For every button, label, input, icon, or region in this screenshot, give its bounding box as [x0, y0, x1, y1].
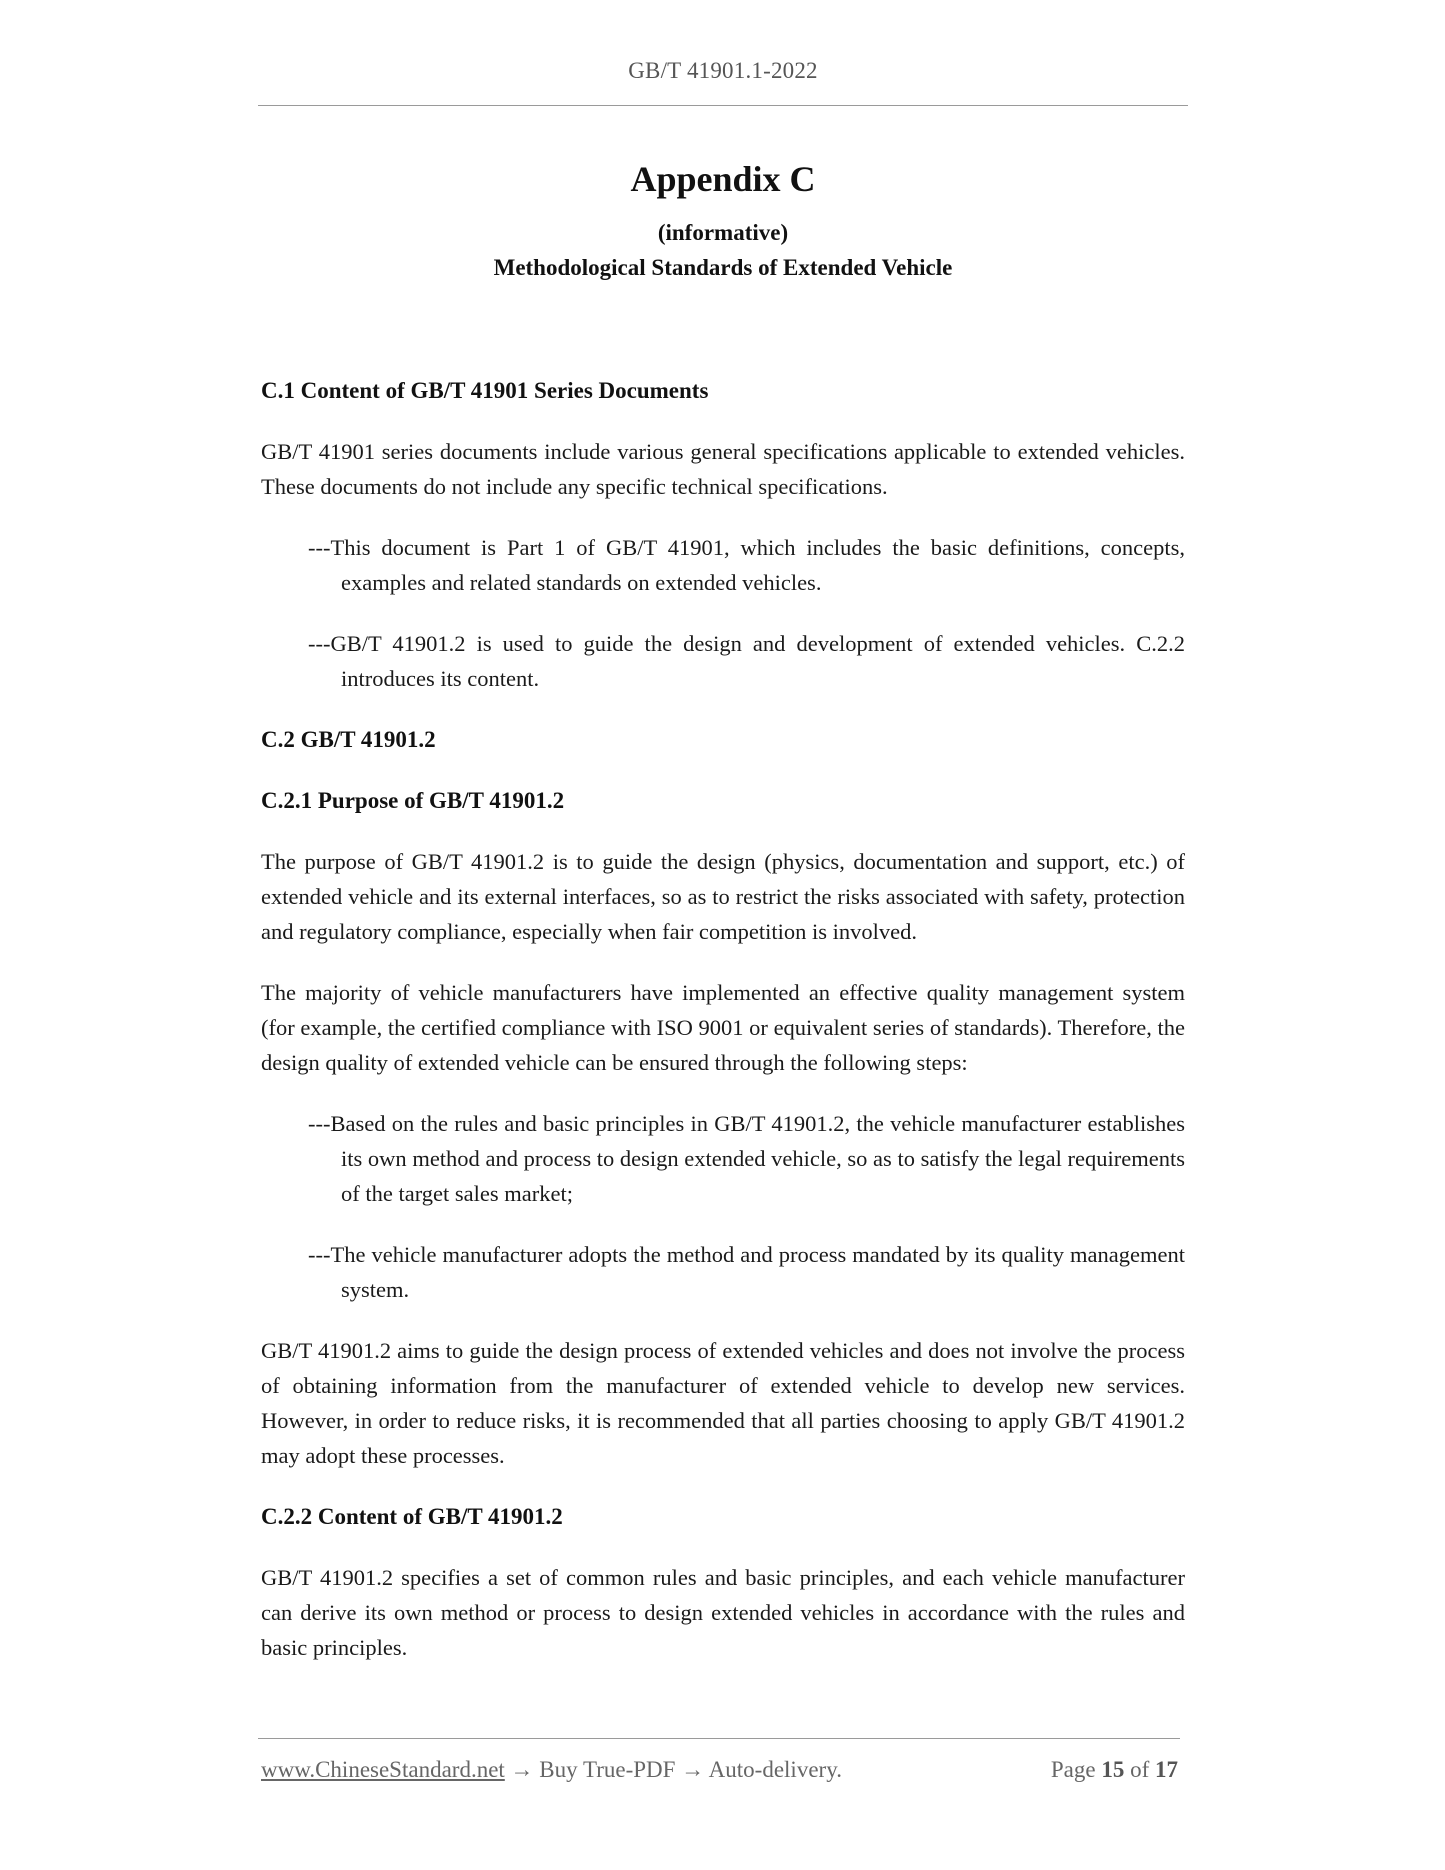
site-link[interactable]: www.ChineseStandard.net [261, 1757, 505, 1782]
header-divider [258, 105, 1188, 106]
page-of-label: of [1130, 1757, 1150, 1782]
paragraph: GB/T 41901.2 aims to guide the design process of extended vehicles and does not involve the process of obtaining information from the manufacturer of extended vehicle to develop new services. However, in order to reduce risks, it is recommended that all parties choosing to apply GB/T 41901.2 may adopt these processes. [261, 1338, 1185, 1468]
page-label: Page [1050, 1757, 1096, 1782]
buy-pdf-text: Buy True-PDF [539, 1757, 676, 1782]
page-number [960, 1757, 1178, 1783]
list-item: ---The vehicle manufacturer adopts the method and process mandated by its quality management system. [308, 1242, 1185, 1302]
list-item: ---Based on the rules and basic principles in GB/T 41901.2, the vehicle manufacturer establishes its own method and process to design extended vehicle, so as to satisfy the legal requirements of the target sales market; [308, 1111, 1185, 1206]
page-current: 15 [1101, 1757, 1125, 1782]
section-heading-c2: C.2 GB/T 41901.2 [261, 727, 436, 752]
section-heading-c22: C.2.2 Content of GB/T 41901.2 [261, 1504, 563, 1529]
section-heading-c21: C.2.1 Purpose of GB/T 41901.2 [261, 788, 565, 813]
paragraph: The majority of vehicle manufacturers have implemented an effective quality management system (for example, the certified compliance with ISO 9001 or equivalent series of standards). Therefore, the design quality of extended vehicle can be ensured through the following steps: [261, 980, 1185, 1075]
document-id-header: GB/T 41901.1-2022 [628, 58, 818, 83]
arrow-icon: → [504, 1757, 540, 1782]
page-total: 17 [1155, 1757, 1178, 1782]
footer-promo [261, 1757, 842, 1783]
list-item: ---GB/T 41901.2 is used to guide the design and development of extended vehicles. C.2.2 introduces its content. [308, 631, 1185, 691]
paragraph: GB/T 41901 series documents include various general specifications applicable to extended vehicles. These documents do not include any specific technical specifications. [261, 439, 1185, 499]
appendix-subtitle: Methodological Standards of Extended Vehicle [493, 255, 953, 280]
paragraph: GB/T 41901.2 specifies a set of common rules and basic principles, and each vehicle manufacturer can derive its own method or process to design extended vehicles in accordance with the rules and basic principles. [261, 1565, 1185, 1660]
document-body [261, 373, 1185, 1691]
appendix-type: (informative) [657, 220, 789, 245]
footer-divider [258, 1738, 1180, 1739]
list-item: ---This document is Part 1 of GB/T 41901, which includes the basic definitions, concepts, examples and related standards on extended vehicles. [308, 535, 1185, 595]
appendix-title: Appendix C [630, 159, 816, 199]
paragraph: The purpose of GB/T 41901.2 is to guide the design (physics, documentation and support, etc.) of extended vehicle and its external interfaces, so as to restrict the risks associated with safety, protection and regulatory compliance, especially when fair competition is involved. [261, 849, 1185, 944]
section-heading-c1: C.1 Content of GB/T 41901 Series Documents [261, 378, 709, 403]
arrow-icon: → [675, 1757, 709, 1782]
auto-delivery-text: Auto-delivery. [708, 1757, 842, 1782]
